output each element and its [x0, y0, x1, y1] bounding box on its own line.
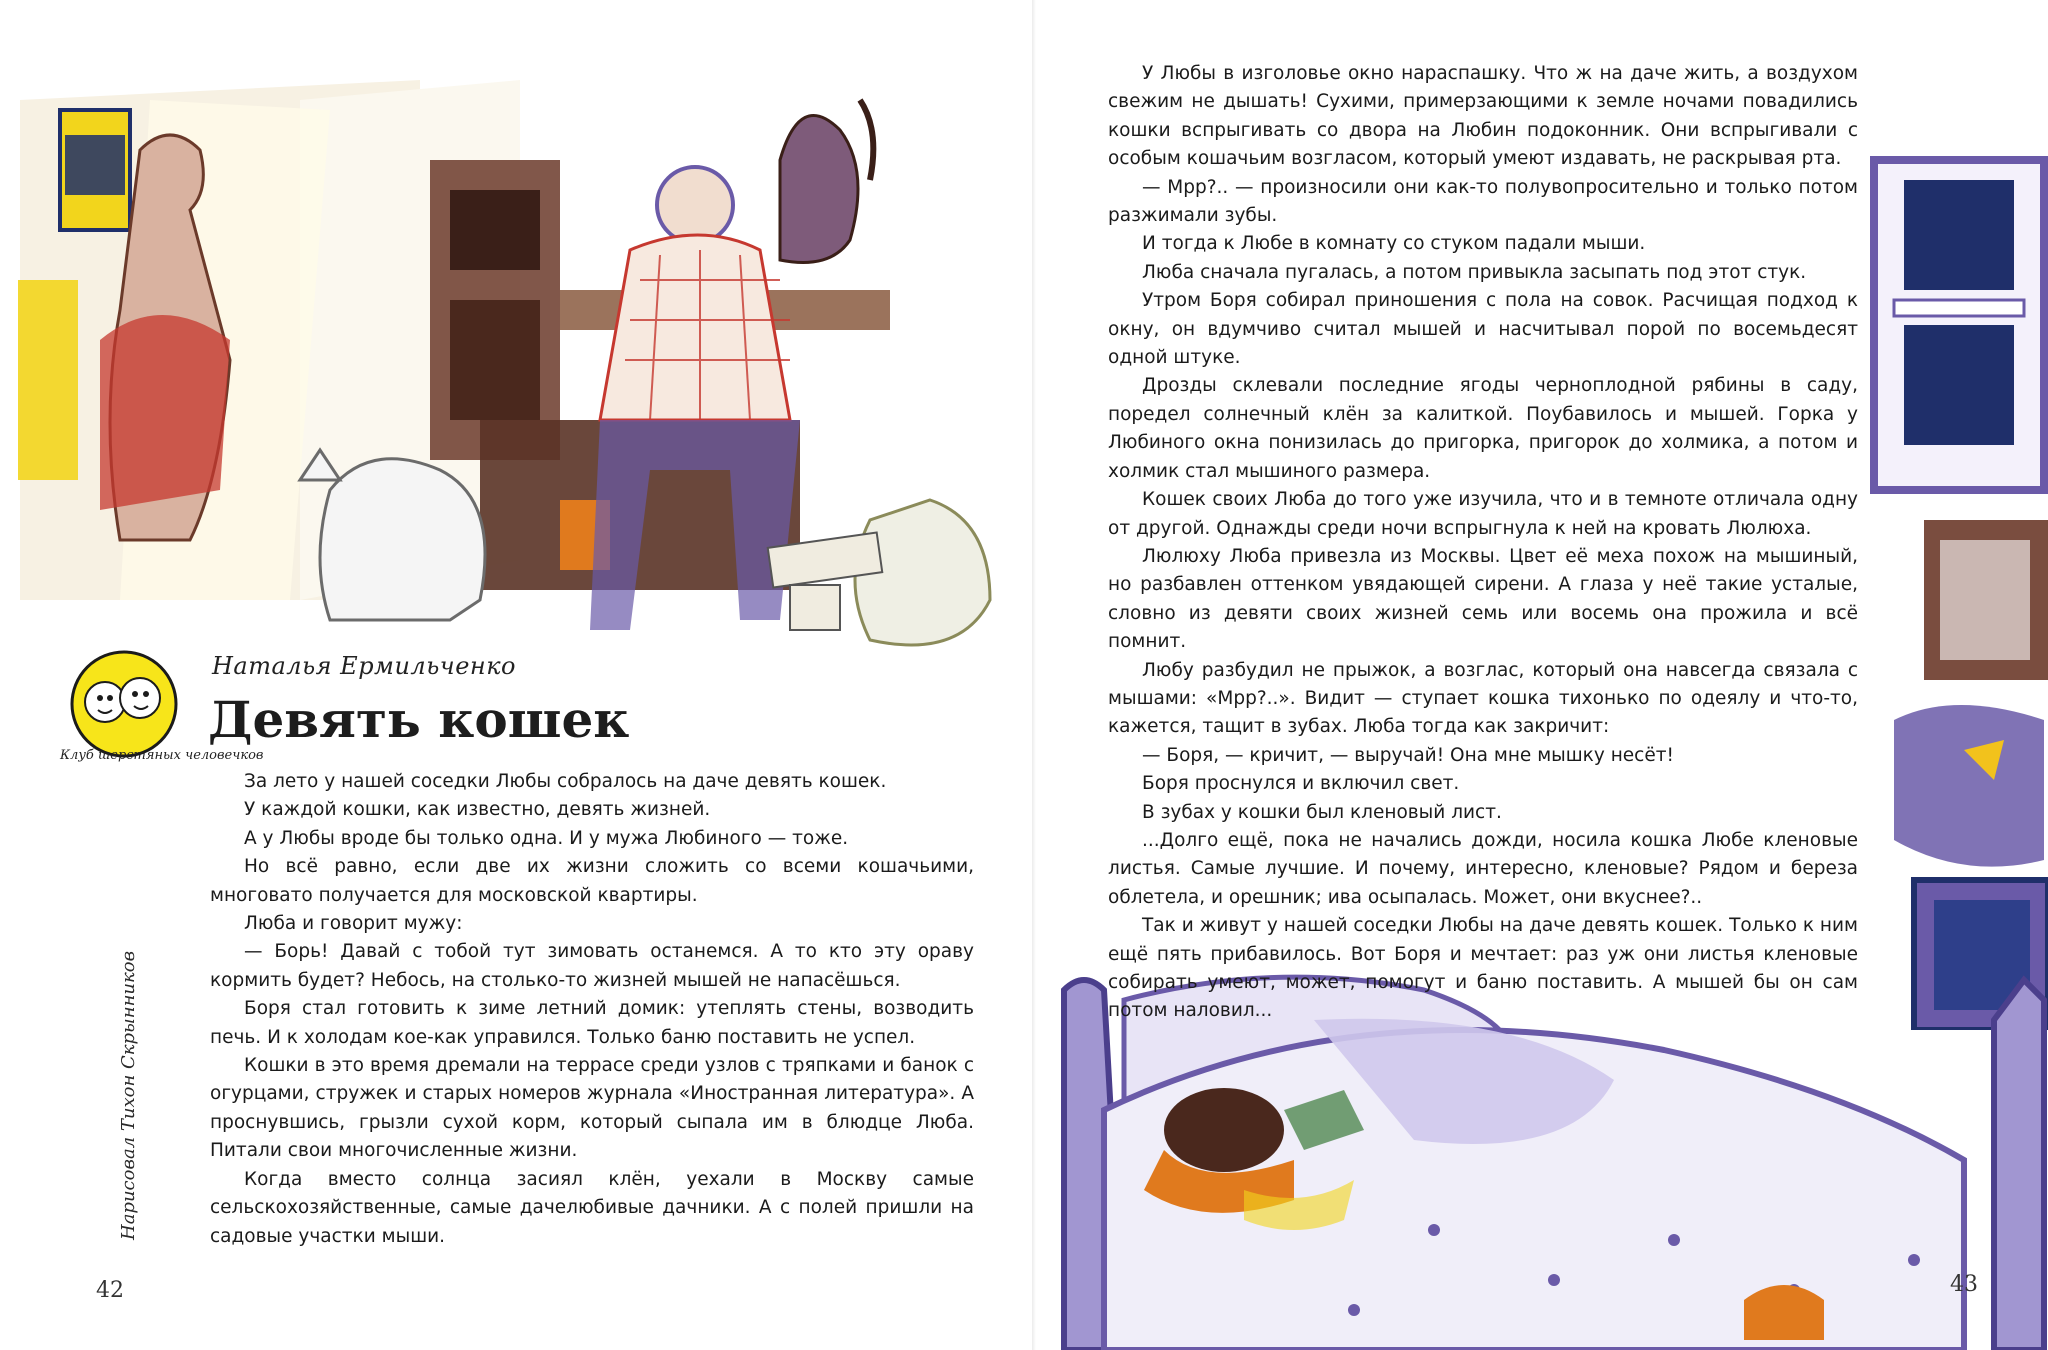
paragraph: — Боря, — кричит, — выручай! Она мне мышку несёт!	[1142, 744, 1674, 766]
paragraph: Боря проснулся и включил свет.	[1142, 773, 1460, 795]
paragraph: А у Любы вроде бы только одна. И у мужа Любиного — тоже.	[244, 827, 849, 849]
paragraph: — Мрр?.. — произносили они как-то полувопросительно и только потом разжимали зубы.	[1108, 176, 1858, 227]
paragraph: За лето у нашей соседки Любы собралось на даче девять кошек.	[244, 771, 887, 792]
paragraph: Кошек своих Люба до того уже изучила, что и в темноте отличала одну от другой. Однажды среди ночи вспрыгнула к ней на кровать Люлюха.	[1108, 489, 1858, 539]
paragraph: Боря стал готовить к зиме летний домик: утеплять стены, возводить печь. И к холодам кое-как управился. Только баню поставить не успел.	[210, 998, 974, 1048]
paragraph: Люлюху Люба привезла из Москвы. Цвет её меха похож на мышиный, но разбавлен оттенком увядающей сирени. А глаза у неё такие усталые, словно из девяти своих жизней семь или восемь она прожила и всё помнит.	[1108, 545, 1858, 653]
window-illustration	[1854, 150, 2048, 1030]
club-logo	[50, 640, 264, 770]
paragraph: Так и живут у нашей соседки Любы на даче девять кошек. Только к ним ещё пять прибавилось. Вот Боря и мечтает: раз уж они листья кленовые собирать умеют, может, помогут и баню поставить. А мышей бы он сам потом наловил...	[1108, 915, 1858, 1022]
paragraph: Кошки в это время дремали на террасе среди узлов с тряпками и банок с огурцами, стружек и старых номеров журнала «Иностранная литература». А проснувшись, грызли сухой корм, который сыпала им в блюдце Люба. Питали свои многочисленные жизни.	[210, 1055, 974, 1162]
paragraph: — Борь! Давай с тобой тут зимовать останемся. А то кто эту ораву кормить будет? Небось, на столько-то жизней мышей не напасёшься.	[210, 941, 974, 991]
right-text-column	[1108, 60, 1858, 1026]
page-number-right: 43	[1950, 1272, 1978, 1297]
paragraph: Утром Боря собирал приношения с пола на совок. Расчищая подход к окну, он вдумчиво считал мышей и насчитывал порой по восемьдесят одной штуке.	[1108, 290, 1858, 369]
paragraph: В зубах у кошки был кленовый лист.	[1142, 801, 1502, 823]
page-number-left: 42	[96, 1278, 124, 1303]
club-name: Клуб шерстяных человечков	[60, 748, 264, 763]
paragraph: Любу разбудил не прыжок, а возглас, который она навсегда связала с мышами: «Мрр?..». Видит — ступает кошка тихонько по одеялу и что-то, кажется, тащит в зубах. Люба тогда как закричит:	[1108, 659, 1858, 738]
paragraph: У Любы в изголовье окно нараспашку. Что ж на даче жить, а воздухом свежим не дышать! Сухими, примерзающими к земле ночами повадились кошки вспрыгивать со двора на Любин подоконник. Они вспрыгивали с особым кошачьим возгласом, который умеют издавать, не раскрывая рта.	[1108, 63, 1858, 170]
illustrator-credit: Нарисовал Тихон Скрынников	[118, 950, 139, 1240]
terrace-illustration	[0, 40, 1034, 680]
paragraph: Люба сначала пугалась, а потом привыкла засыпать под этот стук.	[1142, 261, 1807, 283]
story-title: Девять кошек	[208, 690, 630, 749]
left-text-column	[210, 768, 974, 1251]
right-page	[1034, 0, 2048, 1350]
paragraph: Дрозды склевали последние ягоды черноплодной рябины в саду, поредел солнечный клён за калиткой. Поубавилось и мышей. Горка у Любиного окна понизилась до пригорка, пригорок до холмика, а потом и холмик стал мышиного размера.	[1108, 375, 1858, 482]
paragraph: У каждой кошки, как известно, девять жизней.	[244, 799, 711, 821]
author-name: Наталья Ермильченко	[212, 652, 516, 680]
paragraph: Но всё равно, если две их жизни сложить со всеми кошачьими, многовато получается для московской квартиры.	[210, 856, 974, 906]
paragraph: ...Долго ещё, пока не начались дожди, носила кошка Любе кленовые листья. Самые лучшие. И почему, интересно, кленовые? Рядом и береза облетела, и орешник; ива осыпалась. Может, они вкуснее?..	[1108, 829, 1858, 908]
paragraph: Люба и говорит мужу:	[244, 913, 463, 935]
paragraph: Когда вместо солнца засиял клён, уехали в Москву самые сельскохозяйственные, самые дачелюбивые дачники. А с полей пришли на садовые участки мыши.	[210, 1168, 974, 1247]
paragraph: И тогда к Любе в комнату со стуком падали мыши.	[1142, 233, 1646, 255]
